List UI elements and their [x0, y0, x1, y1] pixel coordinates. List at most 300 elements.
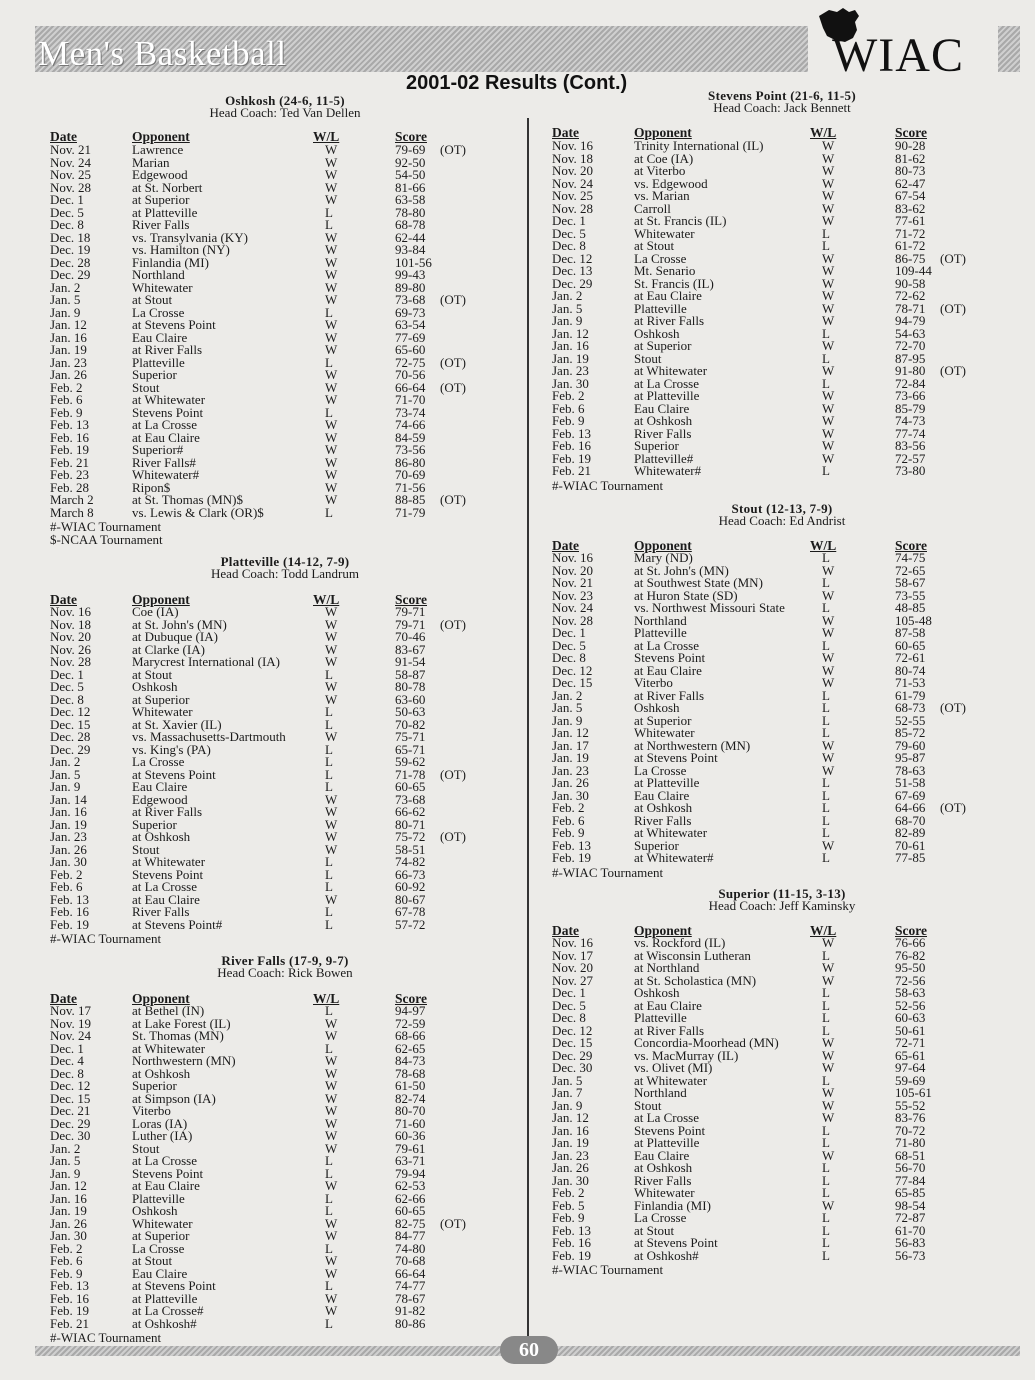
- game-score: 77-61: [895, 213, 926, 228]
- game-date: Dec. 5: [552, 225, 586, 241]
- game-score: 61-70: [895, 1222, 926, 1238]
- game-row: [50, 254, 520, 270]
- game-row: [552, 947, 1012, 963]
- game-date: Nov. 16: [552, 550, 594, 565]
- game-score: 72-84: [895, 375, 926, 391]
- game-date: Dec. 1: [50, 666, 84, 682]
- game-result: W: [325, 629, 338, 644]
- game-score: 87-58: [895, 625, 926, 640]
- game-row: [50, 1080, 520, 1093]
- game-opponent: Stevens Point: [132, 1165, 204, 1181]
- game-opponent: Whitewater: [132, 704, 193, 719]
- game-opponent: at Clarke (IA): [132, 641, 205, 657]
- game-row: [50, 1040, 520, 1056]
- game-date: Jan. 23: [552, 762, 589, 778]
- game-row: [552, 577, 1012, 590]
- game-score: 78-71: [895, 300, 926, 316]
- game-score: 67-78: [395, 904, 426, 919]
- game-score: 72-70: [895, 338, 926, 353]
- game-result: W: [325, 1178, 338, 1193]
- game-overtime: (OT): [440, 142, 466, 157]
- game-result: W: [822, 275, 835, 291]
- game-result: L: [325, 217, 333, 232]
- game-row: [552, 1172, 1012, 1188]
- game-score: 68-66: [395, 1028, 426, 1043]
- game-opponent: River Falls: [132, 217, 190, 232]
- game-date: Feb. 16: [552, 438, 591, 453]
- wiac-logo-text: WIAC: [832, 29, 964, 82]
- game-row: [50, 144, 520, 157]
- game-opponent: at Oshkosh: [634, 1160, 693, 1175]
- game-result: W: [325, 816, 338, 832]
- game-date: Dec. 29: [552, 1047, 593, 1063]
- game-score: 54-50: [395, 167, 426, 182]
- game-opponent: Edgewood: [132, 167, 188, 182]
- game-opponent: at Viterbo: [634, 163, 686, 178]
- game-row: [552, 465, 1012, 478]
- game-score: 88-85: [395, 492, 426, 507]
- game-row: [552, 612, 1012, 628]
- game-opponent: River Falls#: [132, 454, 196, 470]
- game-result: W: [822, 675, 835, 690]
- game-date: Dec. 30: [552, 1060, 593, 1075]
- game-row: [552, 752, 1012, 765]
- column-header-wl: W/L: [810, 923, 837, 938]
- game-row: [552, 1047, 1012, 1063]
- game-result: W: [822, 138, 835, 153]
- game-score: 52-56: [895, 997, 926, 1013]
- game-score: 51-58: [895, 775, 926, 790]
- column-header-date: Date: [50, 991, 77, 1006]
- game-opponent: Stout: [132, 1140, 160, 1156]
- game-row: [50, 404, 520, 420]
- game-result: L: [822, 800, 830, 815]
- game-row: [50, 154, 520, 170]
- game-score: 72-75: [395, 354, 426, 370]
- game-row: [552, 777, 1012, 790]
- game-date: Jan. 19: [50, 342, 87, 357]
- game-score: 78-67: [395, 1290, 426, 1306]
- game-date: Dec. 18: [50, 229, 91, 245]
- game-date: Feb. 9: [552, 825, 585, 840]
- game-date: March 8: [50, 504, 94, 520]
- game-opponent: at St. John's (MN): [132, 616, 227, 632]
- game-row: [552, 165, 1012, 178]
- game-opponent: at Stevens Point: [132, 317, 216, 332]
- game-row: [50, 781, 520, 794]
- game-row: [50, 1115, 520, 1131]
- footnote: #-WIAC Tournament: [552, 1262, 664, 1277]
- column-header-date: Date: [552, 125, 579, 140]
- game-row: [552, 150, 1012, 166]
- game-score: 65-61: [895, 1047, 926, 1063]
- game-date: Feb. 16: [50, 1290, 89, 1306]
- footnote: $-NCAA Tournament: [50, 531, 163, 547]
- game-date: Feb. 16: [50, 429, 89, 445]
- column-header-wl: W/L: [313, 991, 340, 1006]
- game-opponent: Eau Claire: [634, 1147, 690, 1163]
- game-score: 63-58: [395, 192, 426, 207]
- game-date: Nov. 26: [50, 641, 92, 657]
- game-date: Feb. 2: [50, 866, 83, 882]
- game-score: 72-62: [895, 288, 926, 303]
- game-row: [552, 702, 1012, 715]
- game-date: Nov. 17: [552, 947, 594, 963]
- game-date: Nov. 27: [552, 972, 594, 988]
- game-date: Jan. 30: [50, 1228, 87, 1243]
- column-header-opponent: Opponent: [132, 592, 190, 607]
- game-row: [552, 190, 1012, 203]
- game-date: Nov. 16: [50, 604, 92, 619]
- game-date: Nov. 17: [50, 1003, 92, 1018]
- game-result: W: [325, 267, 338, 282]
- column-header-date: Date: [552, 923, 579, 938]
- game-date: Feb. 9: [50, 1265, 83, 1281]
- game-opponent: Oshkosh: [634, 985, 680, 1000]
- game-score: 71-72: [895, 225, 926, 241]
- game-score: 94-97: [395, 1003, 426, 1018]
- game-score: 63-54: [395, 317, 426, 332]
- game-result: W: [325, 616, 338, 632]
- game-date: Jan. 16: [50, 329, 87, 345]
- game-result: W: [822, 438, 835, 453]
- game-result: L: [822, 1160, 830, 1175]
- game-date: Dec. 5: [50, 679, 84, 694]
- game-opponent: at Platteville: [634, 388, 700, 403]
- game-opponent: La Crosse: [634, 762, 687, 778]
- game-result: L: [822, 325, 830, 341]
- game-result: W: [325, 1303, 338, 1318]
- game-result: W: [325, 479, 338, 495]
- game-date: Jan. 2: [50, 754, 81, 769]
- game-row: [50, 1015, 520, 1031]
- game-date: Feb. 16: [50, 904, 89, 919]
- game-overtime: (OT): [440, 829, 466, 844]
- game-result: L: [325, 754, 333, 769]
- game-row: [552, 390, 1012, 403]
- game-result: W: [325, 791, 338, 807]
- game-result: L: [325, 1165, 333, 1181]
- game-score: 91-80: [895, 363, 926, 378]
- game-opponent: at Simpson (IA): [132, 1090, 216, 1106]
- team-name: Superior (11-15, 3-13): [718, 886, 846, 901]
- footnote: #-WIAC Tournament: [552, 477, 664, 493]
- game-row: [50, 444, 520, 457]
- game-opponent: Stevens Point: [634, 1122, 706, 1138]
- game-score: 70-56: [395, 367, 426, 382]
- game-row: [552, 1072, 1012, 1088]
- game-row: [552, 325, 1012, 341]
- game-opponent: at Stout: [634, 1222, 675, 1238]
- game-opponent: Eau Claire: [634, 787, 690, 803]
- game-date: Feb. 6: [50, 879, 83, 894]
- game-opponent: at Stevens Point: [132, 766, 216, 782]
- game-score: 66-73: [395, 866, 426, 882]
- game-result: W: [822, 300, 835, 316]
- game-result: W: [325, 679, 338, 694]
- game-score: 71-70: [395, 392, 426, 407]
- game-result: L: [325, 404, 333, 420]
- game-date: Jan. 17: [552, 737, 589, 753]
- column-header-score: Score: [895, 923, 927, 938]
- game-date: Jan. 19: [552, 350, 589, 366]
- game-opponent: at Oshkosh#: [634, 1247, 699, 1263]
- game-score: 95-87: [895, 750, 926, 765]
- game-result: W: [325, 604, 338, 619]
- game-date: Nov. 28: [552, 612, 594, 628]
- game-row: [50, 866, 520, 882]
- game-opponent: Platteville: [132, 1190, 185, 1206]
- game-date: Dec. 5: [50, 204, 84, 220]
- game-date: Dec. 1: [552, 213, 586, 228]
- game-result: L: [325, 741, 333, 757]
- game-date: Dec. 15: [50, 1090, 91, 1106]
- game-opponent: Superior: [634, 438, 679, 453]
- game-result: W: [325, 729, 338, 744]
- game-result: W: [325, 1065, 338, 1081]
- game-score: 50-63: [395, 704, 426, 719]
- game-date: Nov. 24: [50, 1028, 92, 1043]
- game-row: [50, 766, 520, 782]
- game-date: Dec. 8: [50, 1065, 84, 1081]
- game-score: 73-80: [895, 463, 926, 478]
- game-date: Jan. 5: [50, 292, 81, 307]
- game-opponent: Stout: [132, 379, 160, 395]
- game-result: L: [325, 766, 333, 782]
- game-opponent: Whitewater#: [132, 467, 200, 482]
- game-opponent: at Eau Claire: [132, 1178, 200, 1193]
- game-opponent: Whitewater: [132, 279, 193, 295]
- game-score: 86-75: [895, 250, 926, 266]
- game-opponent: Eau Claire: [132, 1265, 188, 1281]
- game-result: W: [325, 804, 338, 819]
- game-row: [552, 265, 1012, 278]
- game-result: W: [325, 179, 338, 195]
- game-opponent: at Stevens Point: [132, 1278, 216, 1293]
- game-score: 72-56: [895, 972, 926, 988]
- game-date: Jan. 12: [50, 1178, 87, 1193]
- game-result: W: [822, 188, 835, 203]
- game-date: Nov. 28: [552, 200, 594, 216]
- game-score: 67-54: [895, 188, 926, 203]
- game-score: 60-65: [395, 1203, 426, 1218]
- game-score: 90-28: [895, 138, 926, 153]
- game-result: L: [325, 666, 333, 682]
- game-date: Dec. 15: [552, 675, 593, 690]
- game-score: 73-66: [895, 388, 926, 403]
- game-date: Nov. 18: [50, 616, 92, 632]
- game-row: [50, 354, 520, 370]
- game-opponent: at Lake Forest (IL): [132, 1015, 231, 1031]
- game-result: L: [822, 600, 830, 615]
- game-row: [50, 916, 520, 932]
- game-result: L: [325, 304, 333, 320]
- game-row: [552, 365, 1012, 378]
- game-row: [50, 691, 520, 707]
- game-opponent: Concordia-Moorhead (MN): [634, 1035, 779, 1050]
- game-opponent: at Eau Claire: [132, 891, 200, 907]
- game-score: 91-54: [395, 654, 426, 669]
- game-score: 79-69: [395, 142, 426, 157]
- game-score: 67-69: [895, 787, 926, 803]
- game-score: 70-61: [895, 837, 926, 853]
- column-header-opponent: Opponent: [132, 991, 190, 1006]
- game-opponent: Northland: [634, 1085, 687, 1100]
- game-date: Dec. 15: [552, 1035, 593, 1050]
- game-row: [552, 637, 1012, 653]
- game-date: Nov. 28: [50, 179, 92, 195]
- game-result: W: [822, 1147, 835, 1163]
- game-score: 68-78: [395, 217, 426, 232]
- game-date: Nov. 25: [552, 188, 594, 203]
- game-date: Jan. 30: [552, 1172, 589, 1188]
- game-row: [50, 1105, 520, 1118]
- game-score: 59-62: [395, 754, 426, 769]
- game-opponent: at Platteville: [634, 775, 700, 790]
- game-date: Nov. 20: [552, 960, 594, 975]
- game-result: L: [325, 716, 333, 732]
- game-result: W: [822, 1060, 835, 1075]
- game-date: Dec. 1: [552, 985, 586, 1000]
- game-result: L: [822, 812, 830, 828]
- team-name: Platteville (14-12, 7-9): [220, 554, 350, 569]
- game-opponent: at Oshkosh#: [132, 1315, 197, 1331]
- game-score: 87-95: [895, 350, 926, 366]
- game-opponent: La Crosse: [132, 754, 185, 769]
- game-row: [552, 1012, 1012, 1025]
- game-score: 83-67: [395, 641, 426, 657]
- game-date: Nov. 16: [552, 935, 594, 950]
- game-score: 52-55: [895, 712, 926, 728]
- game-row: [50, 1290, 520, 1306]
- game-date: Jan. 30: [50, 854, 87, 869]
- game-opponent: at Eau Claire: [634, 997, 702, 1013]
- game-row: [552, 375, 1012, 391]
- game-date: Nov. 20: [552, 163, 594, 178]
- game-opponent: Superior: [132, 1078, 177, 1093]
- game-result: W: [325, 654, 338, 669]
- game-opponent: Stevens Point: [132, 866, 204, 882]
- page-title: 2001-02 Results (Cont.): [406, 72, 628, 94]
- game-opponent: at La Crosse: [132, 879, 197, 894]
- game-row: [50, 169, 520, 182]
- game-result: W: [325, 641, 338, 657]
- game-date: Feb. 19: [50, 916, 89, 932]
- game-score: 89-80: [395, 279, 426, 295]
- game-row: [50, 856, 520, 869]
- game-date: Jan. 26: [50, 367, 87, 382]
- game-score: 63-60: [395, 691, 426, 707]
- game-row: [50, 841, 520, 857]
- game-row: [50, 204, 520, 220]
- game-score: 80-78: [395, 679, 426, 694]
- game-row: [552, 837, 1012, 853]
- game-opponent: Marian: [132, 154, 170, 170]
- game-score: 70-69: [395, 467, 426, 482]
- game-date: Feb. 19: [552, 450, 591, 466]
- game-opponent: Superior: [634, 837, 679, 853]
- game-score: 80-71: [395, 816, 426, 832]
- game-score: 56-70: [895, 1160, 926, 1175]
- game-row: [552, 602, 1012, 615]
- game-score: 71-53: [895, 675, 926, 690]
- game-row: [50, 616, 520, 632]
- game-opponent: at La Crosse: [634, 1110, 699, 1125]
- game-date: Feb. 21: [50, 1315, 89, 1331]
- game-opponent: Oshkosh: [132, 1203, 178, 1218]
- game-date: Jan. 9: [50, 779, 81, 794]
- game-row: [552, 415, 1012, 428]
- game-date: Feb. 5: [552, 1197, 585, 1213]
- game-result: W: [822, 400, 835, 416]
- game-result: L: [822, 985, 830, 1000]
- game-result: W: [325, 1053, 338, 1068]
- game-result: W: [822, 1085, 835, 1100]
- game-result: W: [325, 329, 338, 345]
- game-opponent: vs. MacMurray (IL): [634, 1047, 739, 1063]
- game-row: [50, 229, 520, 245]
- game-score: 80-70: [395, 1103, 426, 1118]
- game-result: L: [822, 725, 830, 740]
- game-opponent: Edgewood: [132, 791, 188, 807]
- game-score: 81-66: [395, 179, 426, 195]
- game-row: [50, 1090, 520, 1106]
- game-opponent: Coe (IA): [132, 604, 179, 619]
- game-score: 60-65: [895, 637, 926, 653]
- game-result: L: [822, 1222, 830, 1238]
- game-result: L: [822, 350, 830, 366]
- game-date: Feb. 6: [552, 400, 585, 416]
- game-score: 79-71: [395, 604, 426, 619]
- game-row: [552, 1162, 1012, 1175]
- game-date: Jan. 2: [50, 279, 81, 295]
- game-row: [552, 562, 1012, 578]
- game-date: Dec. 1: [50, 192, 84, 207]
- game-row: [552, 340, 1012, 353]
- game-result: L: [822, 550, 830, 565]
- game-row: [552, 962, 1012, 975]
- game-row: [552, 997, 1012, 1013]
- game-result: L: [822, 575, 830, 590]
- game-row: [552, 627, 1012, 640]
- game-score: 82-89: [895, 825, 926, 840]
- game-row: [552, 727, 1012, 740]
- game-score: 54-63: [895, 325, 926, 341]
- game-opponent: Stevens Point: [634, 650, 706, 665]
- game-score: 97-64: [895, 1060, 926, 1075]
- game-row: [50, 394, 520, 407]
- game-opponent: at Eau Claire: [634, 662, 702, 678]
- game-opponent: at Oshkosh: [132, 829, 191, 844]
- game-score: 99-43: [395, 267, 426, 282]
- column-header-date: Date: [50, 129, 77, 144]
- game-result: W: [822, 960, 835, 975]
- game-opponent: at River Falls: [132, 342, 203, 357]
- game-row: [50, 419, 520, 432]
- game-opponent: at Whitewater: [132, 392, 206, 407]
- game-row: [50, 494, 520, 507]
- team-name: Stout (12-13, 7-9): [731, 501, 833, 516]
- game-result: W: [822, 213, 835, 228]
- game-date: Jan. 23: [50, 354, 87, 370]
- game-date: Feb. 19: [552, 850, 591, 865]
- game-date: Jan. 30: [552, 375, 589, 391]
- game-row: [552, 225, 1012, 241]
- game-result: W: [822, 762, 835, 778]
- game-date: Dec. 21: [50, 1103, 91, 1118]
- game-row: [552, 852, 1012, 865]
- game-score: 73-68: [395, 292, 426, 307]
